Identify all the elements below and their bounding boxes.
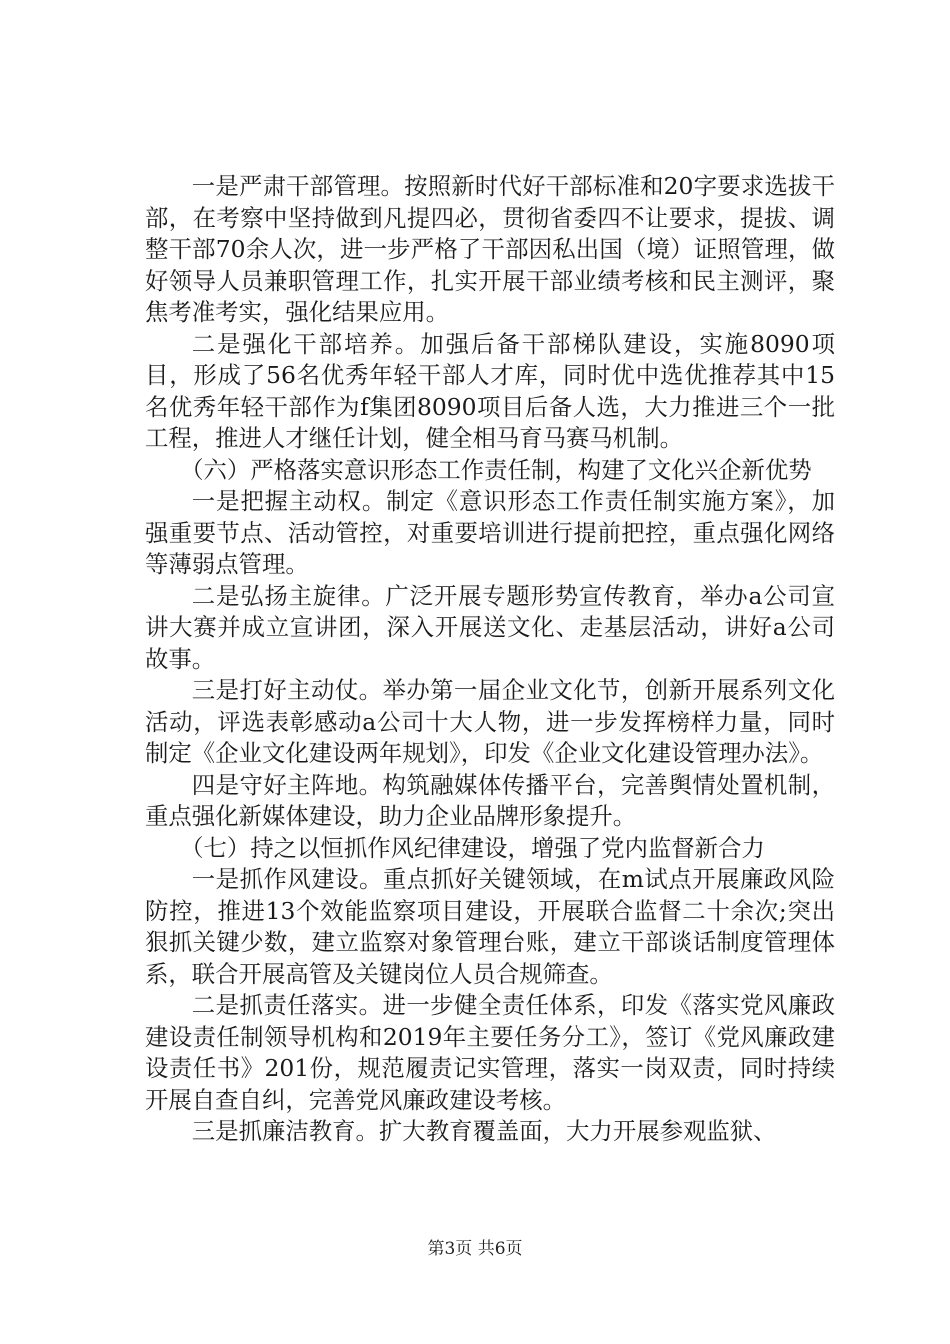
paragraph: 四是守好主阵地。构筑融媒体传播平台，完善舆情处置机制，重点强化新媒体建设，助力企业品牌形象提升。: [145, 770, 835, 830]
page-number-footer: 第3页 共6页: [427, 1239, 523, 1259]
paragraph: 三是抓廉洁教育。扩大教育覆盖面，大力开展参观监狱、: [191, 1117, 777, 1145]
section-heading: （七）持之以恒抓作风纪律建设，增强了党内监督新合力: [180, 833, 765, 862]
section-heading: （六）严格落实意识形态工作责任制，构建了文化兴企新优势: [180, 455, 812, 484]
paragraph: 二是抓责任落实。进一步健全责任体系，印发《落实党风廉政建设责任制领导机构和2019年主要任务分工》，签订《党风廉政建设责任书》201份，规范履责记实管理，落实一岗双责，同时持续开展自查自纠，完善党风廉政建设考核。: [145, 991, 835, 1114]
paragraph: 二是弘扬主旋律。广泛开展专题形势宣传教育，举办a公司宣讲大赛并成立宣讲团，深入开展送文化、走基层活动，讲好a公司故事。: [145, 581, 835, 673]
paragraph: 一是把握主动权。制定《意识形态工作责任制实施方案》，加强重要节点、活动管控，对重要培训进行提前把控，重点强化网络等薄弱点管理。: [145, 487, 835, 578]
paragraph: 二是强化干部培养。加强后备干部梯队建设，实施8090项目，形成了56名优秀年轻干部人才库，同时优中选优推荐其中15名优秀年轻干部作为f集团8090项目后备人选，大力推进三个一批工程，推进人才继任计划，健全相马育马赛马机制。: [145, 329, 835, 452]
paragraph: 一是严肃干部管理。按照新时代好干部标准和20字要求选拔干部，在考察中坚持做到凡提四必，贯彻省委四不让要求，提拔、调整干部70余人次，进一步严格了干部因私出国（境）证照管理，做好领导人员兼职管理工作，扎实开展干部业绩考核和民主测评，聚焦考准考实，强化结果应用。: [145, 172, 835, 326]
paragraph: 三是打好主动仗。举办第一届企业文化节，创新开展系列文化活动，评选表彰感动a公司十大人物，进一步发挥榜样力量，同时制定《企业文化建设两年规划》，印发《企业文化建设管理办法》。: [145, 676, 835, 767]
document-body: [145, 171, 835, 1148]
paragraph: 一是抓作风建设。重点抓好关键领域，在m试点开展廉政风险防控，推进13个效能监察项目建设，开展联合监督二十余次;突出狠抓关键少数，建立监察对象管理台账，建立干部谈话制度管理体系，联合开展高管及关键岗位人员合规筛查。: [145, 865, 835, 988]
